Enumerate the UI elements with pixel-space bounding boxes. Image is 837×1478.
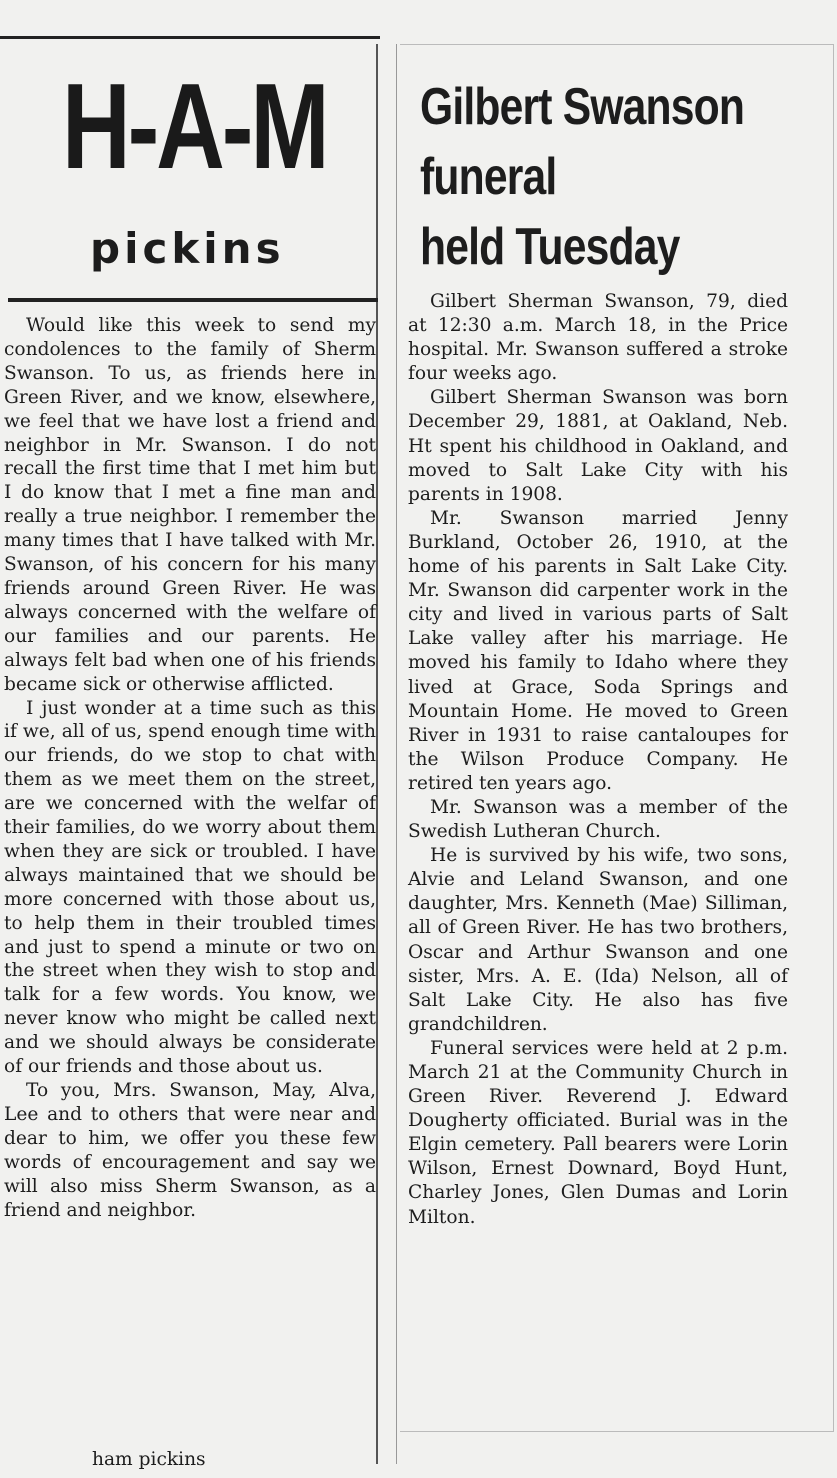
column-signoff: ham pickins — [92, 1449, 206, 1470]
headline-line: held Tuesday — [420, 218, 680, 276]
column-paragraph: To you, Mrs. Swanson, May, Alva, Lee and to others that were near and dear to him, we offer you these few words of encouragement and say we will also miss Sherm Swanson, as a friend and neighbor. — [4, 1080, 376, 1221]
headline-line: funeral — [420, 148, 557, 206]
article-headline — [420, 72, 745, 282]
column-subtitle: pickins — [90, 224, 285, 273]
headline-line: Gilbert Swanson — [420, 78, 745, 136]
article-body — [408, 290, 788, 1230]
column-body — [4, 314, 376, 1222]
article-paragraph: Mr. Swanson was a member of the Swedish Lutheran Church. — [408, 796, 788, 843]
column-divider-secondary — [396, 44, 397, 1464]
top-rule — [0, 36, 380, 39]
article-paragraph: Gilbert Sherman Swanson was born December 29, 1881, at Oakland, Neb. Ht spent his childhood in Oakland, and moved to Salt Lake City with his parents in 1908. — [408, 387, 788, 505]
article-paragraph: Funeral services were held at 2 p.m. March 21 at the Community Church in Green River. Reverend J. Edward Dougherty officiated. Burial was in the Elgin cemetery. Pall bearers were Lorin Wilson, Ernest Downard, Boyd Hunt, Charley Jones, Glen Dumas and Lorin Milton. — [408, 1037, 788, 1228]
article-paragraph: Gilbert Sherman Swanson, 79, died at 12:30 a.m. March 18, in the Price hospital. Mr. Swanson suffered a stroke four weeks ago. — [408, 291, 788, 385]
column-paragraph: Would like this week to send my condolences to the family of Sherm Swanson. To us, as friends here in Green River, and we know, elsewhere, we feel that we have lost a friend and neighbor in Mr. Swanson. I do not recall the first time that I met him but I do know that I met a fine man and really a true neighbor. I remember the many times that I have talked with Mr. Swanson, of his concern for his many friends around Green River. He was always concerned with the welfare of our families and our parents. He always felt bad when one of his friends became sick or otherwise afflicted. — [4, 315, 376, 695]
article-paragraph: Mr. Swanson married Jenny Burkland, October 26, 1910, at the home of his parents in Salt Lake City. Mr. Swanson did carpenter work in the city and lived in various parts of Salt Lake valley after his marriage. He moved his family to Idaho where they lived at Grace, Soda Springs and Mountain Home. He moved to Green River in 1931 to raise cantaloupes for the Wilson Produce Company. He retired ten years ago. — [408, 507, 788, 794]
column-divider — [376, 44, 378, 1464]
obituary-article — [404, 58, 788, 1424]
title-rule — [8, 298, 378, 302]
article-paragraph: He is survived by his wife, two sons, Alvie and Leland Swanson, and one daughter, Mrs. Kenneth (Mae) Silliman, all of Green River. He has two brothers, Oscar and Arthur Swanson and one sister, Mrs. A. E. (Ida) Nelson, all of Salt Lake City. He also has five grandchildren. — [408, 845, 788, 1035]
ham-pickins-column — [4, 44, 376, 1474]
column-title: H-A-M — [62, 58, 327, 194]
column-paragraph: I just wonder at a time such as this if we, all of us, spend enough time with our friends, do we stop to chat with them as we meet them on the street, are we concerned with the welfar of their families, do we worry about them when they are sick or troubled. I have always maintained that we should be more concerned with those about us, to help them in their troubled times and just to spend a minute or two on the street when they wish to stop and talk for a few words. You know, we never know who might be called next and we should always be considerate of our friends and those about us. — [4, 697, 376, 1078]
